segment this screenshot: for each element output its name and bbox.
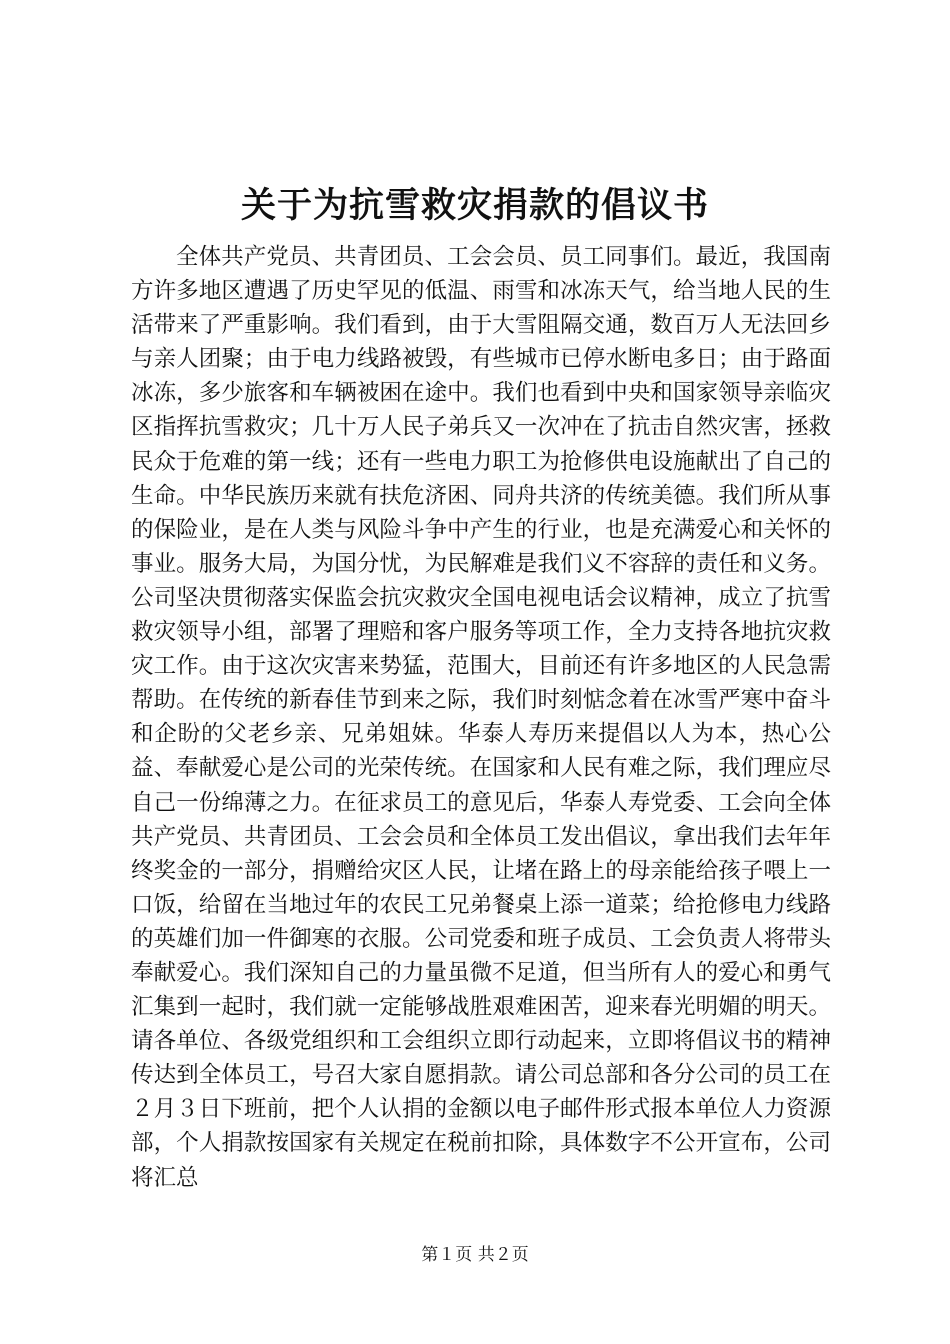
page-number: 第１页 共２页 bbox=[421, 1245, 529, 1265]
page-title: 关于为抗雪救灾捐款的倡议书 bbox=[240, 185, 709, 226]
body-paragraph: 全体共产党员、共青团员、工会会员、员工同事们。最近，我国南方许多地区遭遇了历史罕见的低温、雨雪和冰冻天气，给当地人民的生活带来了严重影响。我们看到，由于大雪阻隔交通，数百万人无法回乡与亲人团聚；由于电力线路被毁，有些城市已停水断电多日；由于路面冰冻，多少旅客和车辆被困在途中。我们也看到中央和国家领导亲临灾区指挥抗雪救灾；几十万人民子弟兵又一次冲在了抗击自然灾害，拯救民众于危难的第一线；还有一些电力职工为抢修供电设施献出了自己的生命。中华民族历来就有扶危济困、同舟共济的传统美德。我们所从事的保险业，是在人类与风险斗争中产生的行业，也是充满爱心和关怀的事业。服务大局，为国分忧，为民解难是我们义不容辞的责任和义务。公司坚决贯彻落实保监会抗灾救灾全国电视电话会议精神，成立了抗雪救灾领导小组，部署了理赔和客户服务等项工作，全力支持各地抗灾救灾工作。由于这次灾害来势猛，范围大，目前还有许多地区的人民急需帮助。在传统的新春佳节到来之际，我们时刻惦念着在冰雪严寒中奋斗和企盼的父老乡亲、兄弟姐妹。华泰人寿历来提倡以人为本，热心公益、奉献爱心是公司的光荣传统。在国家和人民有难之际，我们理应尽自己一份绵薄之力。在征求员工的意见后，华泰人寿党委、工会向全体共产党员、共青团员、工会会员和全体员工发出倡议，拿出我们去年年终奖金的一部分，捐赠给灾区人民，让堵在路上的母亲能给孩子喂上一口饭，给留在当地过年的农民工兄弟餐桌上添一道菜；给抢修电力线路的英雄们加一件御寒的衣服。公司党委和班子成员、工会负责人将带头奉献爱心。我们深知自己的力量虽微不足道，但当所有人的爱心和勇气汇集到一起时，我们就一定能够战胜艰难困苦，迎来春光明媚的明天。请各单位、各级党组织和工会组织立即行动起来，立即将倡议书的精神传达到全体员工，号召大家自愿捐款。请公司总部和各分公司的员工在２月３日下班前，把个人认捐的金额以电子邮件形式报本单位人力资源部，个人捐款按国家有关规定在税前扣除，具体数字不公开宣布，公司将汇总 bbox=[131, 244, 831, 1191]
